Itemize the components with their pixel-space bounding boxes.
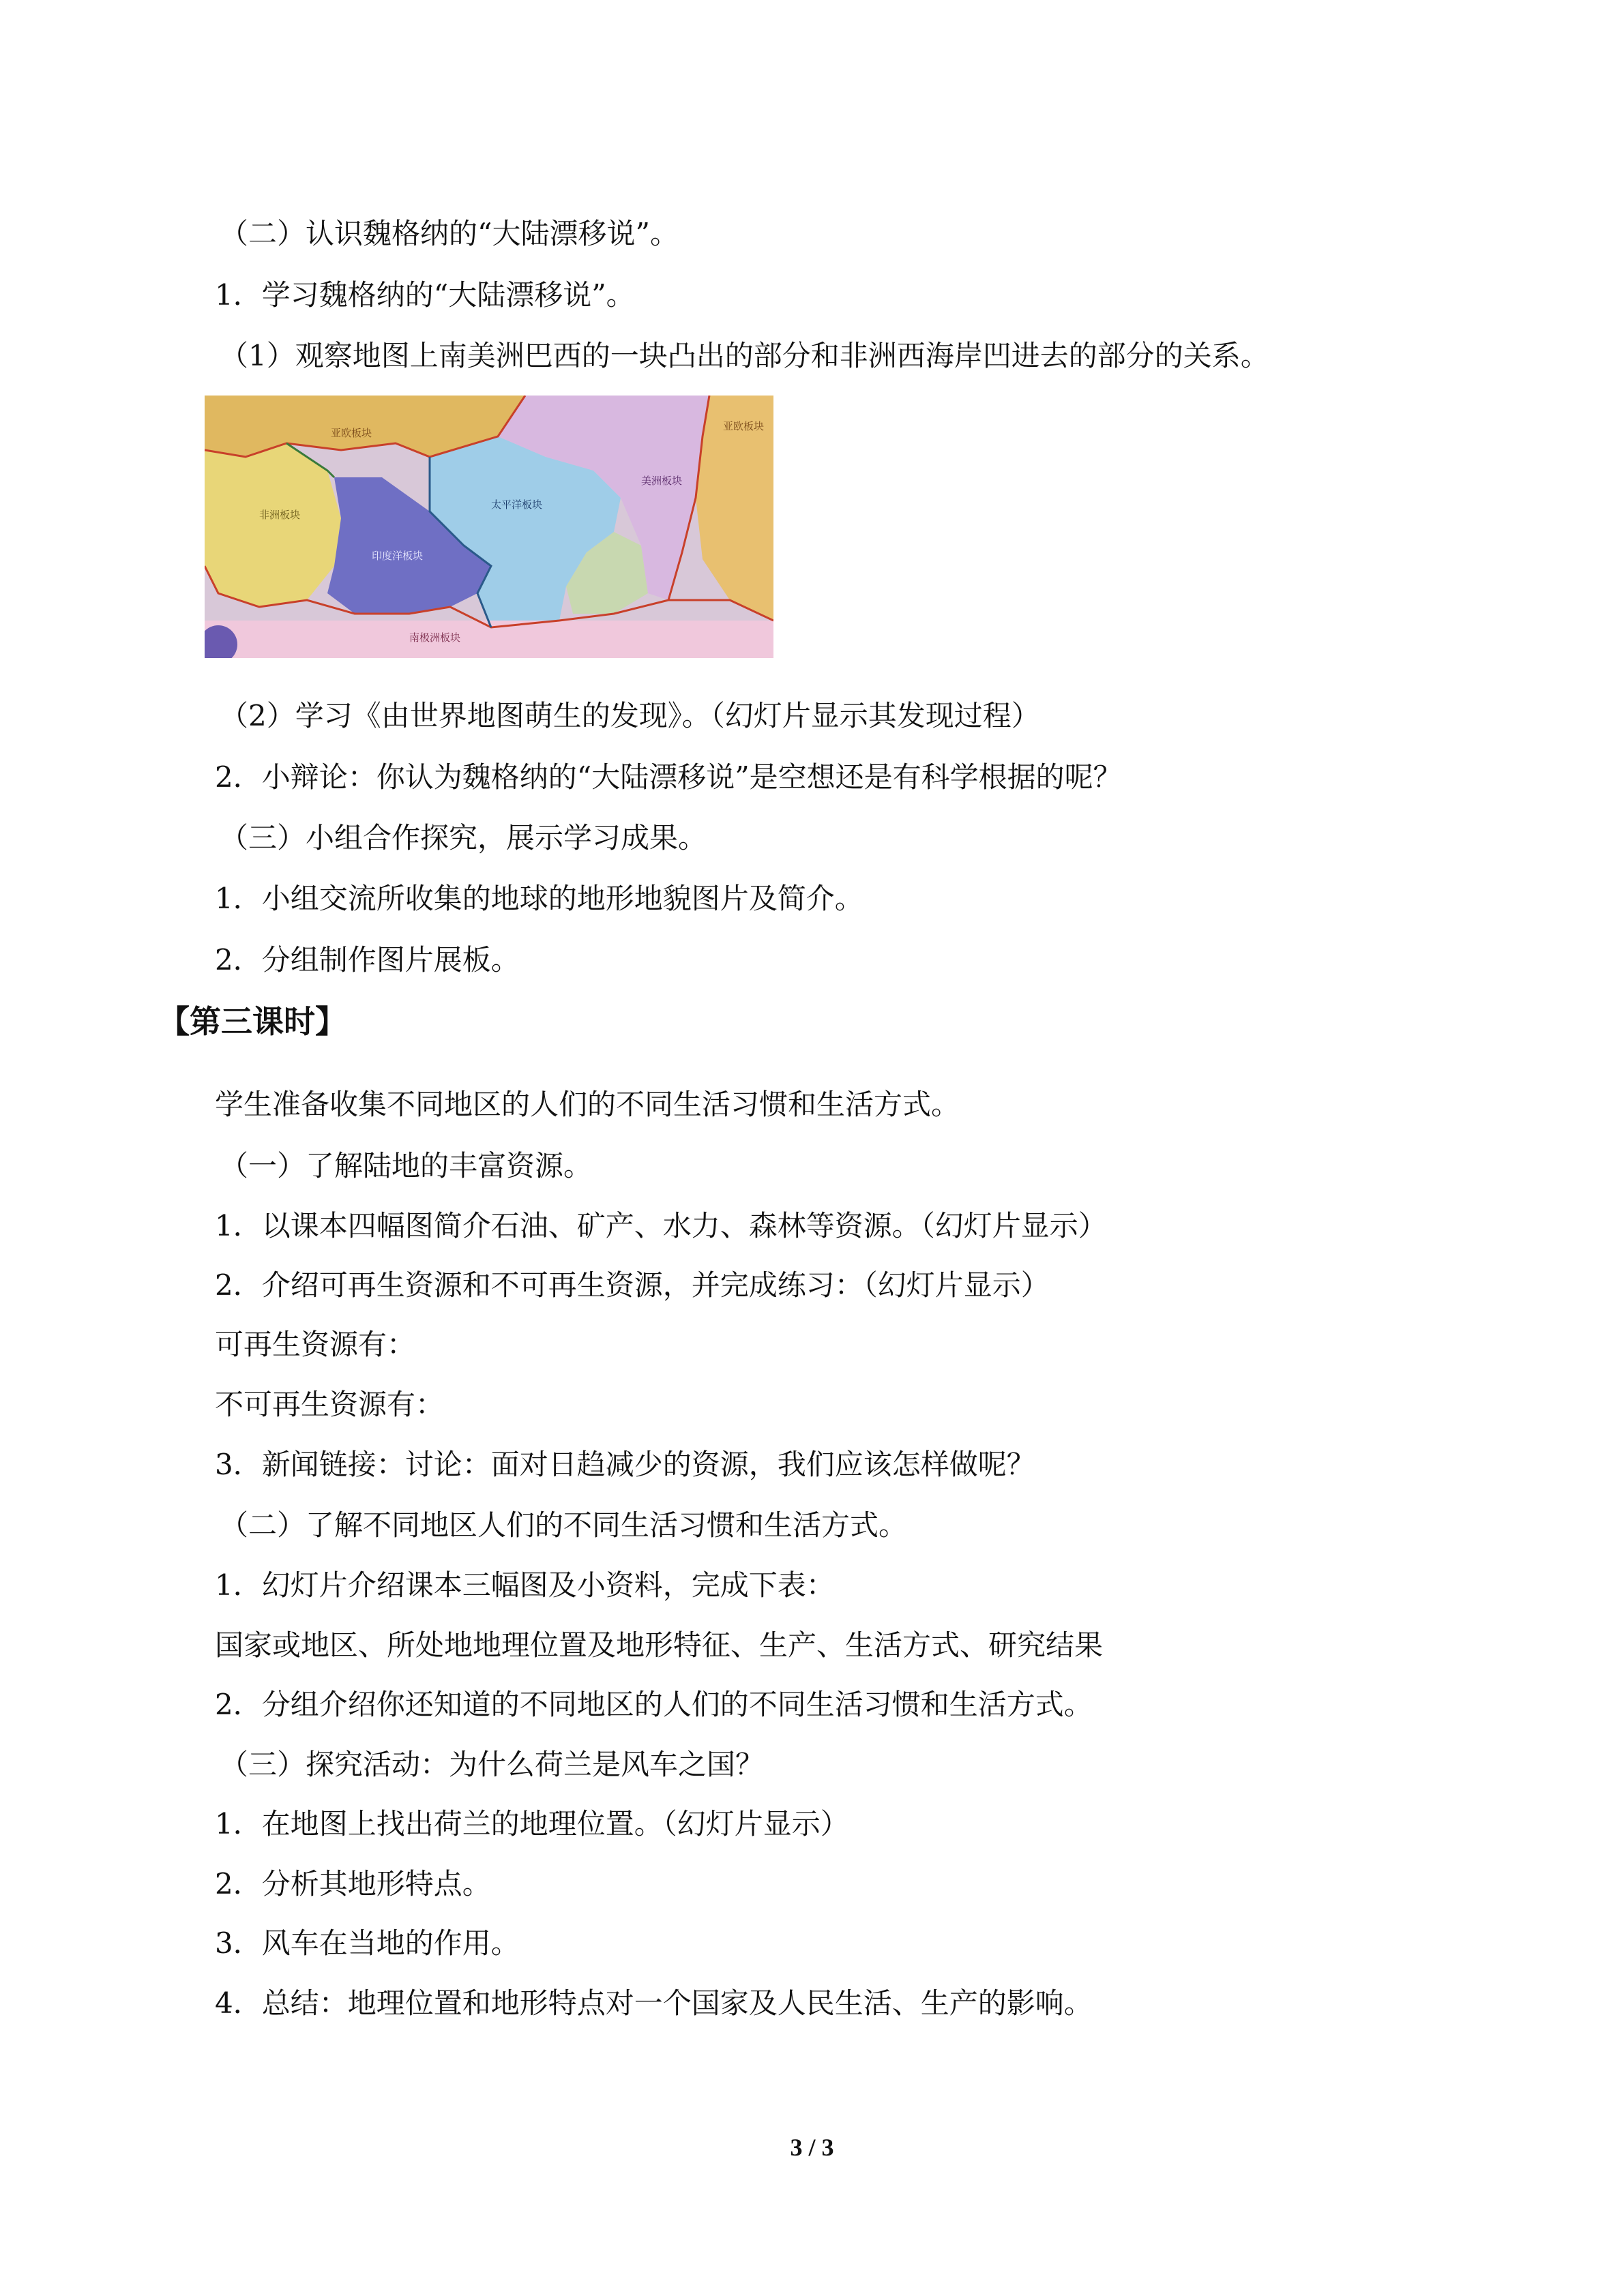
map-label: 亚欧板块 xyxy=(723,420,765,432)
paragraph: 4．总结：地理位置和地形特点对一个国家及人民生活、生产的影响。 xyxy=(215,1986,1093,2020)
section-heading-wegener: （二）认识魏格纳的“大陆漂移说”。 xyxy=(220,217,679,250)
paragraph: 1．小组交流所收集的地球的地形地貌图片及简介。 xyxy=(215,882,863,915)
page-number: 3 / 3 xyxy=(790,2134,834,2161)
paragraph: （1）观察地图上南美洲巴西的一块凸出的部分和非洲西海岸凹进去的部分的关系。 xyxy=(220,339,1269,372)
section-heading: （二）了解不同地区人们的不同生活习惯和生活方式。 xyxy=(220,1508,908,1542)
paragraph: （2）学习《由世界地图萌生的发现》。（幻灯片显示其发现过程） xyxy=(220,699,1040,732)
paragraph: 3．新闻链接：讨论：面对日趋减少的资源，我们应该怎样做呢？ xyxy=(215,1448,1035,1481)
map-label: 太平洋板块 xyxy=(491,498,543,511)
section-heading: （一）了解陆地的丰富资源。 xyxy=(220,1149,593,1182)
map-label: 美洲板块 xyxy=(641,475,683,487)
paragraph: 1．在地图上找出荷兰的地理位置。（幻灯片显示） xyxy=(215,1807,849,1840)
map-label: 亚欧板块 xyxy=(331,427,372,439)
section-heading: （三）探究活动：为什么荷兰是风车之国？ xyxy=(220,1748,765,1781)
paragraph: 2．分组介绍你还知道的不同地区的人们的不同生活习惯和生活方式。 xyxy=(215,1688,1093,1721)
paragraph: 1．幻灯片介绍课本三幅图及小资料，完成下表： xyxy=(215,1568,835,1602)
section-heading: （三）小组合作探究，展示学习成果。 xyxy=(220,821,707,854)
paragraph: 不可再生资源有： xyxy=(215,1388,445,1421)
paragraph: 可再生资源有： xyxy=(215,1328,416,1361)
plate-tectonics-map xyxy=(205,396,773,658)
paragraph: 1．学习魏格纳的“大陆漂移说”。 xyxy=(215,278,635,312)
paragraph: 2．介绍可再生资源和不可再生资源，并完成练习：（幻灯片显示） xyxy=(215,1268,1050,1302)
paragraph: 2．分组制作图片展板。 xyxy=(215,943,520,976)
map-label: 南极洲板块 xyxy=(409,631,461,644)
paragraph: 2．小辩论：你认为魏格纳的“大陆漂移说”是空想还是有科学根据的呢？ xyxy=(215,760,1122,794)
paragraph: 2．分析其地形特点。 xyxy=(215,1867,491,1900)
paragraph: 1．以课本四幅图简介石油、矿产、水力、森林等资源。（幻灯片显示） xyxy=(215,1209,1107,1242)
paragraph: 3．风车在当地的作用。 xyxy=(215,1926,520,1960)
paragraph: 国家或地区、所处地地理位置及地形特征、生产、生活方式、研究结果 xyxy=(215,1628,1104,1662)
map-label: 印度洋板块 xyxy=(372,550,424,562)
paragraph: 学生准备收集不同地区的人们的不同生活习惯和生活方式。 xyxy=(215,1088,960,1121)
lesson-heading: 【第三课时】 xyxy=(158,1003,346,1040)
map-label: 非洲板块 xyxy=(259,509,301,521)
